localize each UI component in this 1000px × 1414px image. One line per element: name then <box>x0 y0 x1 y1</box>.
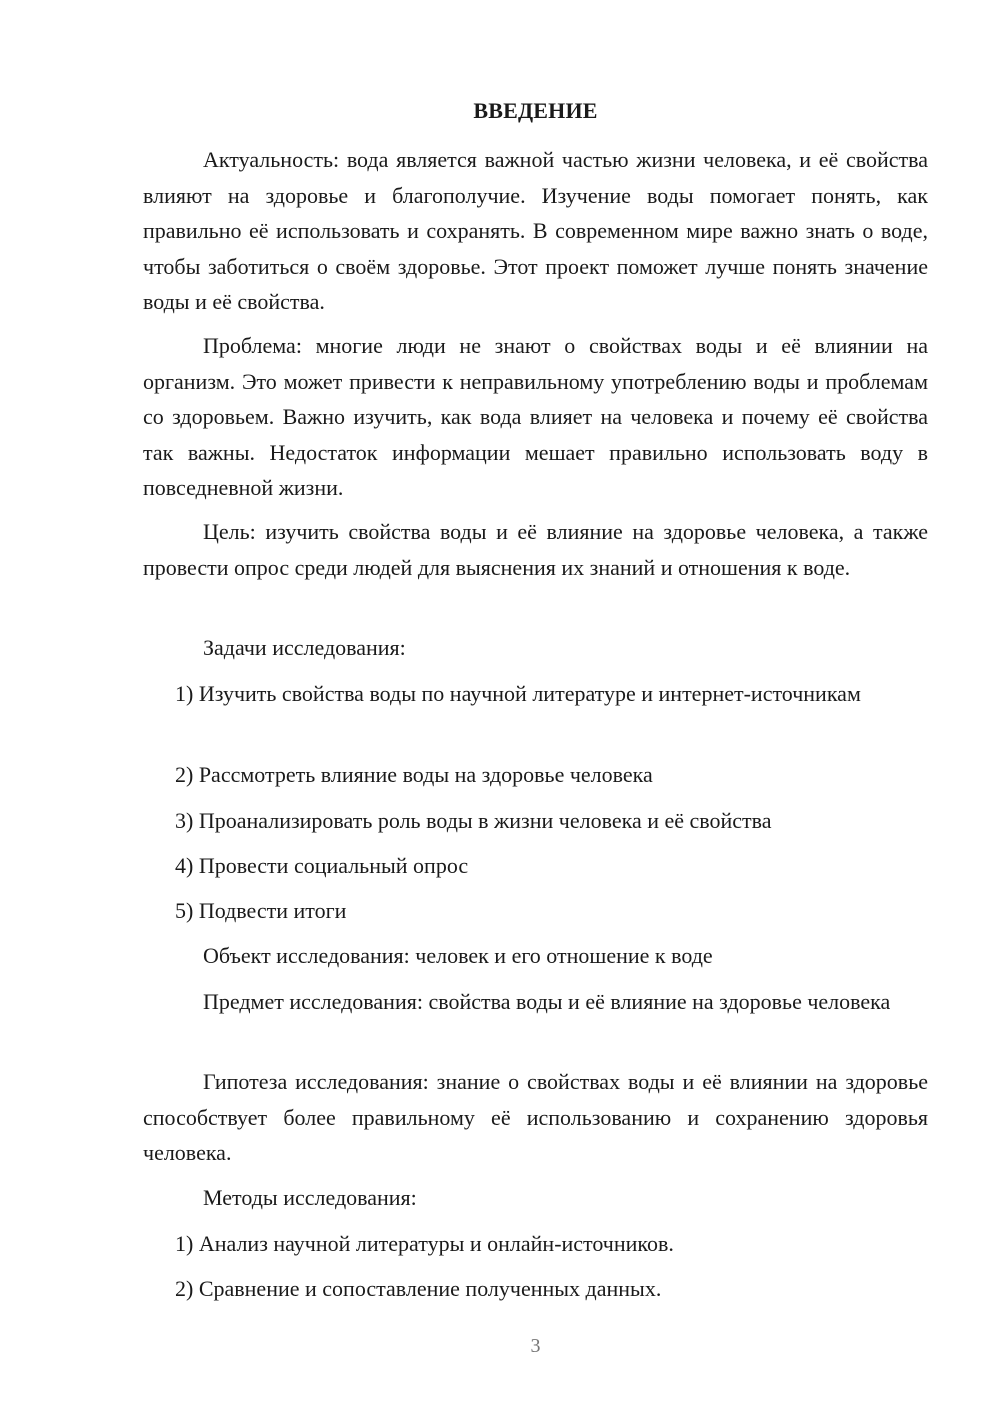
task-item-4: 4) Провести социальный опрос <box>175 853 469 878</box>
methods-heading: Методы исследования: <box>203 1185 417 1210</box>
goal-paragraph: Цель: изучить свойства воды и её влияние на здоровье человека, а также провести опрос среди людей для выяснения их знаний и отношения к воде. <box>143 519 928 580</box>
relevance-paragraph: Актуальность: вода является важной частью жизни человека, и её свойства влияют на здоровье и благополучие. Изучение воды помогает понять, как правильно её использовать и сохранять. В современном мире важно знать о воде, чтобы заботиться о своём здоровье. Этот проект поможет лучше понять значение воды и её свойства. <box>143 147 928 314</box>
method-item-1: 1) Анализ научной литературы и онлайн-источников. <box>175 1231 674 1256</box>
task-item-2: 2) Рассмотреть влияние воды на здоровье человека <box>175 762 653 787</box>
page-title: ВВЕДЕНИЕ <box>473 98 598 123</box>
task-item-3: 3) Проанализировать роль воды в жизни человека и её свойства <box>175 808 772 833</box>
object-line: Объект исследования: человек и его отношение к воде <box>203 943 713 968</box>
document-page <box>143 0 928 1414</box>
task-item-1: 1) Изучить свойства воды по научной литературе и интернет-источникам <box>175 681 861 706</box>
problem-paragraph: Проблема: многие люди не знают о свойствах воды и её влиянии на организм. Это может привести к неправильному употреблению воды и проблемам со здоровьем. Важно изучить, как вода влияет на человека и почему её свойства так важны. Недостаток информации мешает правильно использовать воду в повседневной жизни. <box>143 333 928 500</box>
page-number: 3 <box>530 1335 541 1357</box>
tasks-heading: Задачи исследования: <box>203 635 406 660</box>
hypothesis-paragraph: Гипотеза исследования: знание о свойствах воды и её влиянии на здоровье способствует более правильному её использованию и сохранению здоровья человека. <box>143 1069 928 1165</box>
subject-paragraph: Предмет исследования: свойства воды и её влияние на здоровье человека <box>203 989 891 1014</box>
task-item-5: 5) Подвести итоги <box>175 898 347 923</box>
method-item-2: 2) Сравнение и сопоставление полученных данных. <box>175 1276 662 1301</box>
